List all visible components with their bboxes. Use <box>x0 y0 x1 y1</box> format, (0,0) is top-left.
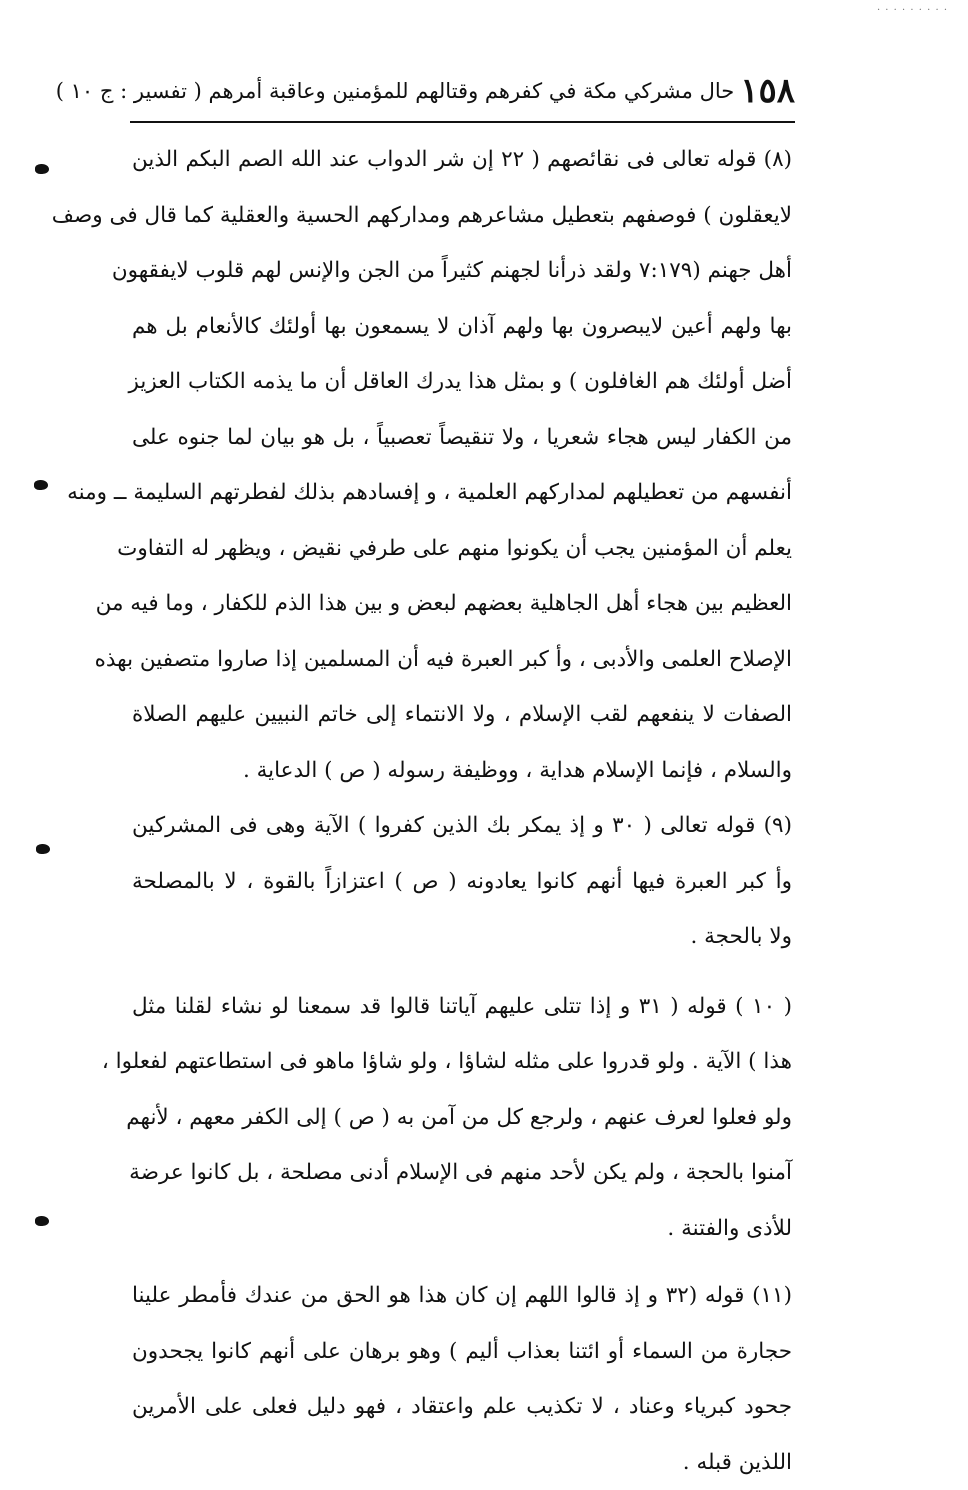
page-number: ١٥٨ <box>740 74 795 108</box>
text-line: حجارة من السماء أو ائتنا بعذاب أليم ) وهو برهان على أنهم كانوا يجحدون <box>132 1324 792 1380</box>
text-line: أهل جهنم (٧:١٧٩ ولقد ذرأنا لجهنم كثيراً من الجن والإنس لهم قلوب لايفقهون <box>132 243 792 299</box>
text-line: الصفات لا ينفعهم لقب الإسلام ، ولا الانتماء إلى خاتم النبيين عليهم الصلاة <box>132 687 792 743</box>
text-line: ( ١٠ ) قوله ( ٣١ و إذا تتلى عليهم آياتنا قالوا قد سمعنا لو نشاء لقلنا مثل <box>132 979 792 1035</box>
text-line: أضل أولئك هم الغافلون ) و بمثل هذا يدرك العاقل أن ما يذمه الكتاب العزيز <box>132 354 792 410</box>
text-line: آمنوا بالحجة ، ولم يكن لأحد منهم فى الإسلام أدنى مصلحة ، بل كانوا عرضة <box>132 1145 792 1201</box>
text-line: بها ولهم أعين لايبصرون بها ولهم آذان لا يسمعون بها أولئك كالأنعام بل هم <box>132 299 792 355</box>
paragraph-11 <box>132 1268 792 1490</box>
text-line: والسلام ، فإنما الإسلام هداية ، ووظيفة رسوله ( ص ) الدعاية . <box>132 743 792 799</box>
paragraph-10 <box>132 979 792 1257</box>
margin-mark <box>35 1216 49 1226</box>
page-body <box>132 132 792 1490</box>
text-line: (٨) قوله تعالى فى نقائصهم ( ٢٢ إن شر الدواب عند الله الصم البكم الذين <box>132 132 792 188</box>
page-header <box>130 62 795 120</box>
text-line: يعلم أن المؤمنين يجب أن يكونوا منهم على طرفي نقيض ، ويظهر له التفاوت <box>132 521 792 577</box>
margin-mark <box>36 844 50 854</box>
text-line: (٩) قوله تعالى ( ٣٠ و إذ يمكر بك الذين كفروا ) الآية وهى فى المشركين <box>132 798 792 854</box>
scan-artifact: · · · · · · · · · <box>877 5 948 16</box>
text-line: الإصلاح العلمى والأدبى ، وأ كبر العبرة فيه أن المسلمين إذا صاروا متصفين بهذه <box>132 632 792 688</box>
text-line: أنفسهم من تعطيلهم لمداركهم العلمية ، و إفسادهم بذلك لفطرتهم السليمة ــ ومنه <box>132 465 792 521</box>
text-line: للأذى والفتنة . <box>132 1201 792 1257</box>
text-line: لايعقلون ) فوصفهم بتعطيل مشاعرهم ومداركهم الحسية والعقلية كما قال فى وصف <box>132 188 792 244</box>
text-line: من الكفار ليس هجاء شعريا ، ولا تنقيصاً تعصبياً ، بل هو بيان لما جنوه على <box>132 410 792 466</box>
text-line: (١١) قوله (٣٢ و إذ قالوا اللهم إن كان هذا هو الحق من عندك فأمطر علينا <box>132 1268 792 1324</box>
text-line: ولو فعلوا لعرف عنهم ، ولرجع كل من آمن به ( ص ) إلى الكفر معهم ، لأنهم <box>132 1090 792 1146</box>
text-line: العظيم بين هجاء أهل الجاهلية بعضهم لبعض و بين هذا الذم للكفار ، وما فيه من <box>132 576 792 632</box>
paragraph-8 <box>132 132 792 798</box>
margin-mark <box>34 480 48 490</box>
text-line: جحود كبرياء وعناد ، لا تكذيب علم واعتقاد ، فهو دليل فعلى على الأمرين <box>132 1379 792 1435</box>
paragraph-9 <box>132 798 792 965</box>
text-line: هذا ) الآية . ولو قدروا على مثله لشاؤا ، ولو شاؤا ماهو فى استطاعتهم لفعلوا ، <box>132 1034 792 1090</box>
text-line: ولا بالحجة . <box>132 909 792 965</box>
text-line: اللذين قبله . <box>132 1435 792 1490</box>
header-rule <box>130 121 795 123</box>
text-line: وأ كبر العبرة فيها أنهم كانوا يعادونه ( ص ) اعتزازاً بالقوة ، لا بالمصلحة <box>132 854 792 910</box>
margin-mark <box>35 164 49 174</box>
running-title: حال مشركي مكة في كفرهم وقتالهم للمؤمنين وعاقبة أمرهم ( تفسير : ج ١٠ ) <box>56 81 734 102</box>
